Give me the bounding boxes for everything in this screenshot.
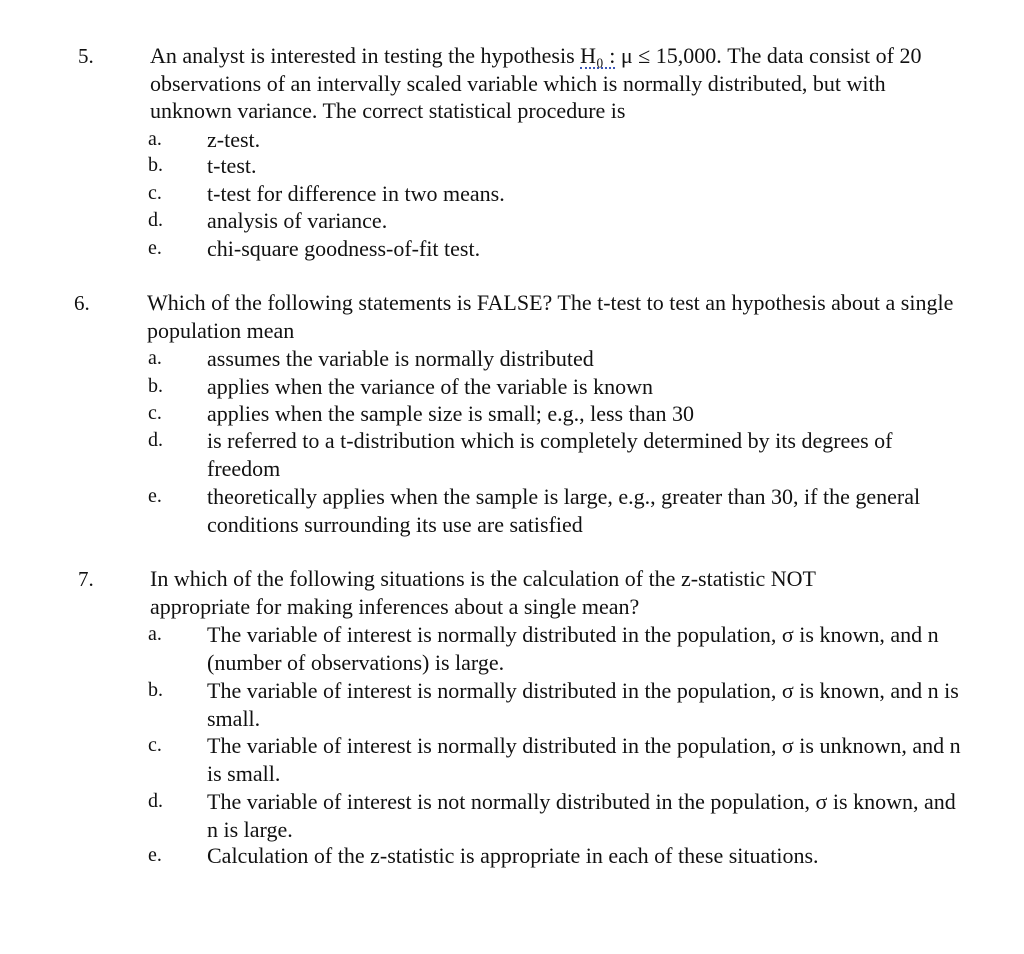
option-letter: e.: [148, 485, 162, 507]
option-text: The variable of interest is normally distributed in the population, σ is known, and n is small.: [207, 678, 959, 731]
question-stem: [150, 42, 950, 125]
option-letter: a.: [148, 128, 162, 150]
option-letter: b.: [148, 375, 163, 397]
option-text: applies when the sample size is small; e.g., less than 30: [207, 401, 694, 426]
option-text: assumes the variable is normally distributed: [207, 346, 594, 371]
stem-text-before: An analyst is interested in testing the hypothesis: [150, 43, 581, 68]
option-letter: c.: [148, 402, 162, 424]
option-letter: d.: [148, 209, 163, 231]
option-letter: a.: [148, 623, 162, 645]
option-text: chi-square goodness-of-fit test.: [207, 236, 481, 261]
option-letter: d.: [148, 790, 163, 812]
option-text: analysis of variance.: [207, 208, 388, 233]
option-letter: e.: [148, 237, 162, 259]
question-stem: [150, 565, 890, 620]
option-text: is referred to a t-distribution which is completely determined by its degrees of freedom: [207, 428, 893, 481]
question-stem: [147, 289, 962, 344]
null-hypothesis-symbol: H₀ :: [580, 43, 616, 68]
option-letter: c.: [148, 734, 162, 756]
option-letter: b.: [148, 679, 163, 701]
option-letter: b.: [148, 154, 163, 176]
option-letter: d.: [148, 429, 163, 451]
option-text: The variable of interest is normally distributed in the population, σ is known, and n (number of observations) is large.: [207, 622, 939, 675]
question-number: 6.: [74, 291, 90, 315]
option-text: z-test.: [207, 127, 261, 152]
question-number: 7.: [78, 567, 94, 591]
option-letter: a.: [148, 347, 162, 369]
question-number: 5.: [78, 44, 94, 68]
option-text: applies when the variance of the variable is known: [207, 374, 653, 399]
option-text: The variable of interest is not normally distributed in the population, σ is known, and n is large.: [207, 789, 956, 842]
option-text: Calculation of the z-statistic is appropriate in each of these situations.: [207, 843, 819, 868]
option-text: t-test for difference in two means.: [207, 181, 505, 206]
option-text: t-test.: [207, 153, 257, 178]
stem-text: Which of the following statements is FALSE? The t-test to test an hypothesis about a single population mean: [147, 290, 954, 343]
option-text: theoretically applies when the sample is large, e.g., greater than 30, if the general conditions surrounding its use are satisfied: [207, 484, 921, 537]
option-text: The variable of interest is normally distributed in the population, σ is unknown, and n is small.: [207, 733, 961, 786]
stem-text-after: μ ≤ 15,000. The data consist of 20 observations of an intervally scaled variable which is normally distributed, but with unknown variance. The correct statistical procedure is: [150, 43, 922, 123]
option-letter: e.: [148, 844, 162, 866]
stem-text: In which of the following situations is the calculation of the z-statistic NOT appropriate for making inferences about a single mean?: [150, 566, 816, 619]
option-letter: c.: [148, 182, 162, 204]
